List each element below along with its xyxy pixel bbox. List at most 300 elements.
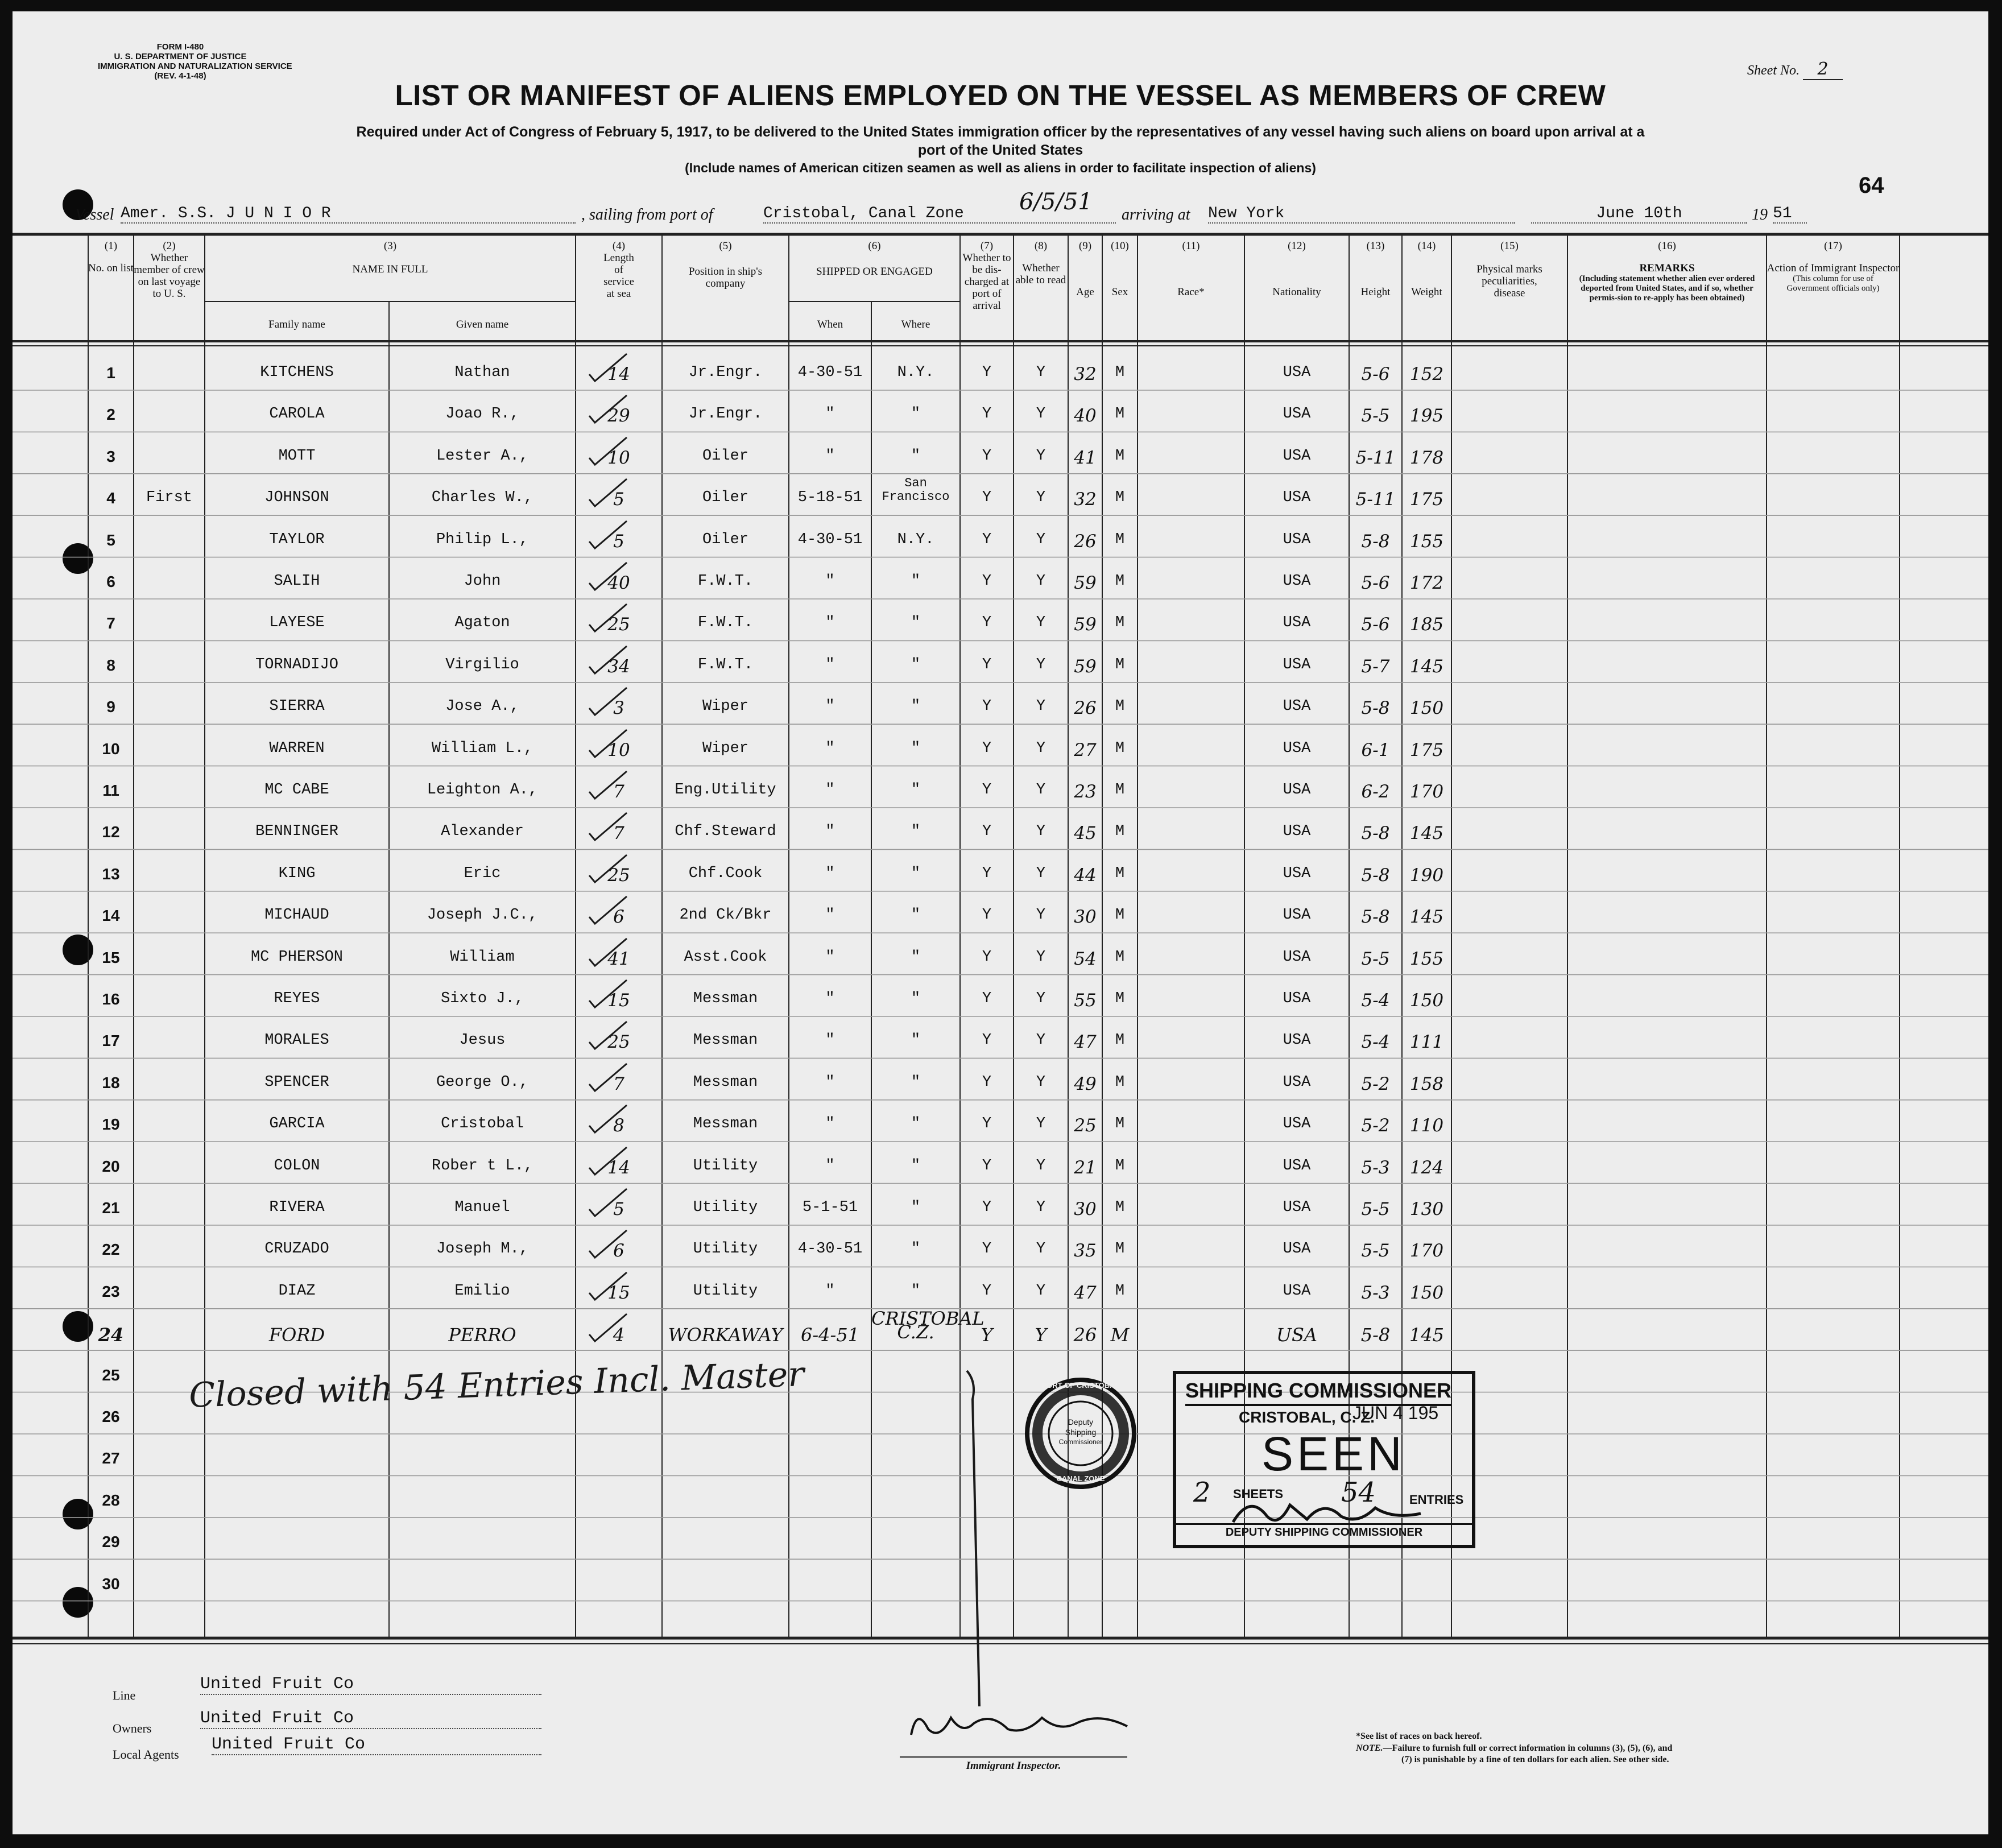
cell-service: 25	[607, 614, 630, 635]
cell-family: WARREN	[269, 739, 325, 757]
cell-sex: M	[1115, 1032, 1125, 1049]
arriving-label: arriving at	[1122, 206, 1190, 224]
cell-given: Charles W.,	[431, 489, 533, 507]
cell-position: Utility	[693, 1241, 758, 1258]
cell-no: 28	[102, 1491, 120, 1509]
cell-read: Y	[1035, 1324, 1047, 1346]
service-check-mark	[587, 1145, 632, 1179]
cell-position: Chf.Cook	[688, 865, 763, 882]
footer-owners-value: United Fruit Co	[200, 1709, 541, 1729]
cell-sex: M	[1115, 1241, 1125, 1258]
cell-given: Joseph M.,	[436, 1241, 529, 1258]
cell-when: "	[825, 573, 835, 590]
cell-discharged: Y	[982, 1199, 992, 1216]
cell-given: John	[464, 573, 501, 590]
cell-family: RIVERA	[269, 1199, 325, 1216]
subtitle-line3: (Include names of American citizen seamen as well as aliens in order to facilitate inspection of aliens)	[685, 160, 1316, 175]
cell-where: "	[911, 823, 921, 841]
closing-note: Closed with 54 Entries Incl. Master	[188, 1354, 805, 1416]
cell-when: "	[825, 1282, 835, 1300]
cell-position: Messman	[693, 1032, 758, 1049]
cell-family: BENNINGER	[255, 823, 338, 841]
cell-read: Y	[1036, 823, 1046, 841]
cell-service: 7	[613, 1073, 624, 1094]
cell-read: Y	[1036, 782, 1046, 799]
cell-height: 5-6	[1361, 614, 1390, 635]
cell-where: "	[911, 1157, 921, 1175]
cell-height: 5-11	[1355, 489, 1396, 510]
cell-read: Y	[1036, 1241, 1046, 1258]
cell-nationality: USA	[1283, 1199, 1311, 1216]
cell-weight: 172	[1409, 573, 1444, 593]
cell-when: "	[825, 1073, 835, 1091]
cell-height: 5-4	[1361, 1032, 1390, 1053]
cell-family: LAYESE	[269, 614, 325, 632]
cell-nationality: USA	[1283, 447, 1311, 465]
cell-family: GARCIA	[269, 1115, 325, 1133]
cell-position: Eng.Utility	[675, 782, 776, 799]
cell-age: 54	[1074, 948, 1097, 969]
cell-no: 23	[102, 1282, 120, 1300]
cell-given: Cristobal	[441, 1115, 524, 1133]
cell-discharged: Y	[982, 406, 992, 423]
seen-stamp-sheets-value: 2	[1193, 1477, 1211, 1508]
cell-age: 49	[1074, 1073, 1097, 1094]
cell-family: MC CABE	[264, 782, 329, 799]
col12-header: (12) Nationality	[1272, 240, 1321, 298]
cell-position: Wiper	[702, 698, 748, 716]
cell-age: 27	[1074, 739, 1097, 760]
cell-family: JOHNSON	[264, 489, 329, 507]
col3b-header: Given name	[456, 319, 509, 330]
penalty-note: NOTE.—Failure to furnish full or correct information in columns (3), (5), (6), and (7) is punishable by a fine of ten dollars for each alien. See other side.	[1356, 1743, 1673, 1764]
cell-sex: M	[1115, 364, 1125, 381]
cell-nationality: USA	[1283, 782, 1311, 799]
sailing-port: Cristobal, Canal Zone	[763, 205, 1116, 224]
cell-given: Eric	[464, 865, 501, 882]
cell-no: 4	[106, 489, 115, 507]
port-stamp-round	[1024, 1376, 1138, 1490]
service-check-mark	[587, 1061, 632, 1095]
sailing-label: , sailing from port of	[581, 206, 713, 224]
cell-weight: 124	[1409, 1157, 1444, 1178]
cell-position: F.W.T.	[697, 656, 754, 673]
cell-nationality: USA	[1283, 614, 1311, 632]
cell-given: Joseph J.C.,	[427, 907, 538, 924]
cell-when: "	[825, 447, 835, 465]
cell-height: 6-1	[1361, 739, 1390, 760]
cell-where: "	[911, 782, 921, 799]
cell-family: MICHAUD	[264, 907, 329, 924]
cell-age: 41	[1074, 447, 1097, 468]
cell-position: Asst.Cook	[684, 948, 767, 966]
cell-weight: 175	[1409, 739, 1444, 760]
cell-position: Messman	[693, 1115, 758, 1133]
cell-family: TAYLOR	[269, 531, 325, 548]
cell-sex: M	[1115, 614, 1125, 632]
cell-service: 7	[613, 782, 624, 802]
footer-owners-label: Owners	[113, 1721, 152, 1735]
cell-no: 22	[102, 1241, 120, 1259]
cell-where: "	[911, 1241, 921, 1258]
cell-given: Jose A.,	[445, 698, 519, 716]
col4-header: (4) Length of service at sea	[603, 240, 634, 300]
stamp-round-mid1: Deputy	[1068, 1417, 1094, 1427]
col6a-header: When	[817, 319, 843, 330]
cell-position: Chf.Steward	[675, 823, 776, 841]
cell-age: 59	[1074, 573, 1097, 593]
cell-family: KING	[278, 865, 316, 882]
cell-sex: M	[1115, 1073, 1125, 1091]
cell-no: 24	[98, 1324, 124, 1346]
cell-discharged: Y	[981, 1324, 993, 1346]
cell-read: Y	[1036, 990, 1046, 1007]
cell-position: Messman	[693, 1073, 758, 1091]
cell-nationality: USA	[1283, 739, 1311, 757]
cell-height: 5-8	[1361, 823, 1390, 844]
cell-read: Y	[1036, 907, 1046, 924]
cell-read: Y	[1036, 531, 1046, 548]
inspector-signature	[900, 1695, 1150, 1752]
cell-weight: 170	[1409, 1241, 1444, 1262]
cell-given: Lester A.,	[436, 447, 529, 465]
cell-when: 4-30-51	[797, 531, 863, 548]
form-revision: (REV. 4-1-48)	[154, 71, 206, 81]
cell-where: "	[911, 656, 921, 673]
cell-height: 5-5	[1361, 948, 1390, 969]
cell-no: 18	[102, 1073, 120, 1092]
cell-where: "	[911, 698, 921, 716]
cell-nationality: USA	[1283, 531, 1311, 548]
cell-read: Y	[1036, 1073, 1046, 1091]
service-check-mark	[587, 978, 632, 1012]
cell-given: Rober t L.,	[431, 1157, 533, 1175]
service-check-mark	[587, 727, 632, 762]
cell-service: 14	[607, 364, 630, 385]
cell-when: 6-4-51	[800, 1324, 860, 1346]
cell-position: Utility	[693, 1157, 758, 1175]
cell-family: REYES	[274, 990, 320, 1007]
cell-age: 23	[1074, 782, 1097, 802]
cell-age: 35	[1074, 1241, 1097, 1262]
service-check-mark	[587, 685, 632, 720]
cell-nationality: USA	[1283, 823, 1311, 841]
cell-sex: M	[1115, 782, 1125, 799]
cell-position: WORKAWAY	[668, 1324, 783, 1346]
cell-family: MOTT	[278, 447, 316, 465]
inspector-label: Immigrant Inspector.	[900, 1756, 1127, 1772]
seen-stamp-footer: DEPUTY SHIPPING COMMISSIONER	[1176, 1523, 1472, 1539]
cell-discharged: Y	[982, 364, 992, 381]
cell-service: 15	[607, 1282, 630, 1303]
cell-where: "	[911, 1115, 921, 1133]
cell-nationality: USA	[1283, 573, 1311, 590]
cell-service: 34	[607, 656, 630, 677]
cell-no: 6	[106, 573, 115, 590]
cell-age: 26	[1074, 698, 1097, 719]
cell-given: Nathan	[454, 364, 510, 381]
cell-given: Sixto J.,	[441, 990, 524, 1007]
cell-read: Y	[1036, 573, 1046, 590]
cell-age: 59	[1074, 656, 1097, 677]
footer-agents-label: Local Agents	[113, 1747, 179, 1762]
cell-no: 11	[102, 782, 119, 799]
service-check-mark	[587, 769, 632, 803]
cell-when: "	[825, 782, 835, 799]
cell-no: 21	[102, 1199, 120, 1217]
cell-where: "	[911, 1199, 921, 1216]
cell-position: Oiler	[702, 447, 748, 465]
cell-height: 5-3	[1361, 1282, 1390, 1303]
cell-discharged: Y	[982, 823, 992, 841]
col11-header: (11) Race*	[1177, 240, 1205, 298]
col8-header: (8) Whether able to read	[1015, 240, 1066, 286]
cell-height: 5-8	[1360, 1324, 1391, 1346]
cell-where: "	[911, 406, 921, 423]
subtitle-line2: port of the United States	[917, 142, 1083, 158]
cell-nationality: USA	[1283, 1032, 1311, 1049]
cell-given: Emilio	[454, 1282, 510, 1300]
seen-stamp-date: JUN 4 195	[1352, 1403, 1439, 1423]
footer-agents-value: United Fruit Co	[212, 1735, 541, 1755]
cell-read: Y	[1036, 739, 1046, 757]
service-check-mark	[587, 1103, 632, 1137]
cell-where: N.Y.	[897, 364, 934, 381]
cell-service: 14	[607, 1157, 630, 1178]
cell-read: Y	[1036, 614, 1046, 632]
cell-service: 10	[607, 447, 630, 468]
cell-weight: 111	[1409, 1032, 1444, 1053]
cell-sex: M	[1115, 1157, 1125, 1175]
cell-where: "	[911, 907, 921, 924]
cell-service: 25	[607, 1032, 630, 1053]
cell-age: 26	[1073, 1324, 1097, 1346]
col10-header: (10) Sex	[1111, 240, 1129, 298]
cell-service: 5	[613, 531, 624, 552]
cell-height: 5-4	[1361, 990, 1390, 1011]
cell-height: 5-7	[1361, 656, 1390, 677]
cell-height: 5-11	[1355, 447, 1396, 468]
stamp-round-mid2: Shipping	[1065, 1428, 1097, 1437]
cell-age: 25	[1074, 1115, 1097, 1136]
page-number: 64	[1859, 173, 1884, 198]
cell-height: 5-5	[1361, 1241, 1390, 1262]
cell-given: William	[450, 948, 515, 966]
cell-weight: 170	[1409, 782, 1444, 802]
arrival-date: June 10th	[1531, 205, 1747, 224]
cell-position: F.W.T.	[697, 614, 754, 632]
cell-nationality: USA	[1283, 1157, 1311, 1175]
cell-sex: M	[1115, 948, 1125, 966]
col1-header: (1) No. on list	[88, 240, 134, 274]
cell-read: Y	[1036, 698, 1046, 716]
sailing-date: 6/5/51	[1019, 189, 1093, 215]
cell-no: 15	[102, 948, 120, 966]
seen-stamp-line1: SHIPPING COMMISSIONER	[1185, 1379, 1451, 1406]
cell-read: Y	[1036, 948, 1046, 966]
cell-sex: M	[1115, 656, 1125, 673]
cell-discharged: Y	[982, 907, 992, 924]
cell-nationality: USA	[1283, 990, 1311, 1007]
col13-header: (13) Height	[1360, 240, 1391, 298]
seen-stamp-word: SEEN	[1261, 1427, 1405, 1481]
seen-stamp-entries-label: ENTRIES	[1409, 1493, 1464, 1507]
cell-nationality: USA	[1276, 1324, 1317, 1346]
cell-service: 41	[607, 948, 630, 969]
handwritten-line	[957, 1365, 991, 1723]
cell-when: 4-30-51	[797, 1241, 863, 1258]
cell-when: "	[825, 990, 835, 1007]
cell-when: "	[825, 948, 835, 966]
cell-read: Y	[1036, 1157, 1046, 1175]
cell-family: FORD	[268, 1324, 325, 1346]
cell-no: 25	[102, 1366, 120, 1384]
cell-sex: M	[1115, 990, 1125, 1007]
cell-age: 40	[1074, 406, 1097, 427]
cell-weight: 145	[1409, 656, 1444, 677]
cell-read: Y	[1036, 1282, 1046, 1300]
cell-age: 26	[1074, 531, 1097, 552]
cell-sex: M	[1115, 865, 1125, 882]
cell-discharged: Y	[982, 489, 992, 507]
manifest-sheet	[13, 11, 1988, 1834]
cell-discharged: Y	[982, 531, 992, 548]
cell-when: "	[825, 656, 835, 673]
cell-height: 5-5	[1361, 1199, 1390, 1219]
cell-sex: M	[1115, 489, 1125, 507]
cell-given: Manuel	[454, 1199, 510, 1216]
cell-given: Agaton	[454, 614, 510, 632]
year-prefix: 19	[1752, 206, 1768, 224]
cell-nationality: USA	[1283, 656, 1311, 673]
cell-service: 7	[613, 823, 624, 844]
cell-discharged: Y	[982, 990, 992, 1007]
cell-position: Utility	[693, 1282, 758, 1300]
cell-nationality: USA	[1283, 364, 1311, 381]
cell-when: "	[825, 698, 835, 716]
sheet-label: Sheet No.	[1747, 63, 1800, 78]
cell-nationality: USA	[1283, 406, 1311, 423]
cell-weight: 155	[1409, 531, 1444, 552]
service-check-mark	[587, 477, 632, 511]
cell-age: 55	[1074, 990, 1097, 1011]
cell-service: 8	[613, 1115, 624, 1136]
vessel-name: Amer. S.S. J U N I O R	[121, 205, 576, 224]
cell-height: 5-8	[1361, 698, 1390, 719]
cell-no: 26	[102, 1408, 120, 1425]
cell-no: 29	[102, 1533, 120, 1551]
cell-nationality: USA	[1283, 1073, 1311, 1091]
cell-weight: 145	[1409, 1324, 1445, 1346]
cell-no: 8	[106, 656, 115, 674]
seen-stamp-entries-value: 54	[1341, 1477, 1376, 1508]
cell-discharged: Y	[982, 698, 992, 716]
cell-sex: M	[1115, 739, 1125, 757]
cell-where: "	[911, 948, 921, 966]
cell-given: Joao R.,	[445, 406, 519, 423]
cell-age: 32	[1074, 489, 1097, 510]
footer-line-label: Line	[113, 1688, 136, 1702]
cell-weight: 145	[1409, 823, 1444, 844]
service-check-mark	[587, 1270, 632, 1304]
cell-position: Utility	[693, 1199, 758, 1216]
cell-read: Y	[1036, 1115, 1046, 1133]
cell-discharged: Y	[982, 1157, 992, 1175]
cell-discharged: Y	[982, 782, 992, 799]
stamp-round-top: PORT OF CRISTOBAL	[1041, 1381, 1120, 1390]
cell-height: 5-6	[1361, 573, 1390, 593]
service-check-mark	[587, 519, 632, 553]
seen-stamp-place: CRISTOBAL, C. Z.	[1239, 1408, 1375, 1426]
seen-stamp-sheets-label: SHEETS	[1233, 1487, 1284, 1501]
cell-discharged: Y	[982, 739, 992, 757]
cell-read: Y	[1036, 447, 1046, 465]
cell-height: 5-8	[1361, 865, 1390, 886]
cell-when: "	[825, 739, 835, 757]
stamp-round-bottom: CANAL ZONE	[1056, 1474, 1105, 1483]
cell-position: Jr.Engr.	[688, 406, 763, 423]
col5-header: (5) Position in ship's company	[688, 240, 763, 290]
stamp-round-mid3: Commissioner	[1058, 1438, 1103, 1446]
cell-weight: 190	[1409, 865, 1444, 886]
cell-no: 16	[102, 990, 120, 1008]
cell-service: 29	[607, 406, 630, 427]
cell-discharged: Y	[982, 1032, 992, 1049]
cell-weight: 145	[1409, 907, 1444, 928]
cell-no: 13	[102, 865, 120, 883]
cell-where: San Francisco	[882, 476, 950, 505]
cell-weight: 150	[1409, 698, 1444, 719]
form-number: FORM I-480	[156, 42, 204, 52]
cell-read: Y	[1036, 656, 1046, 673]
cell-when: 5-1-51	[802, 1199, 858, 1216]
cell-family: MC PHERSON	[250, 948, 344, 966]
seen-stamp	[1173, 1371, 1475, 1548]
cell-no: 1	[106, 364, 115, 382]
cell-family: CRUZADO	[264, 1241, 329, 1258]
cell-read: Y	[1036, 1199, 1046, 1216]
service-check-mark	[587, 435, 632, 469]
cell-family: CAROLA	[269, 406, 325, 423]
service-check-mark	[587, 602, 632, 636]
cell-service: 4	[613, 1324, 625, 1346]
cell-discharged: Y	[982, 656, 992, 673]
service-check-mark	[587, 393, 632, 427]
cell-sex: M	[1115, 1282, 1125, 1300]
cell-given: Alexander	[441, 823, 524, 841]
cell-weight: 178	[1409, 447, 1444, 468]
form-service: IMMIGRATION AND NATURALIZATION SERVICE	[98, 61, 292, 71]
cell-when: "	[825, 1157, 835, 1175]
cell-position: Oiler	[702, 531, 748, 548]
cell-where: "	[911, 1073, 921, 1091]
cell-sex: M	[1115, 447, 1125, 465]
cell-nationality: USA	[1283, 948, 1311, 966]
cell-discharged: Y	[982, 1073, 992, 1091]
cell-read: Y	[1036, 364, 1046, 381]
cell-sex: M	[1115, 1115, 1125, 1133]
cell-family: SALIH	[274, 573, 320, 590]
cell-when: "	[825, 823, 835, 841]
cell-read: Y	[1036, 406, 1046, 423]
cell-no: 9	[106, 698, 115, 716]
cell-read: Y	[1036, 1032, 1046, 1049]
cell-service: 5	[613, 1199, 624, 1219]
cell-family: COLON	[274, 1157, 320, 1175]
cell-where: "	[911, 614, 921, 632]
cell-weight: 155	[1409, 948, 1444, 969]
cell-no: 5	[106, 531, 115, 549]
